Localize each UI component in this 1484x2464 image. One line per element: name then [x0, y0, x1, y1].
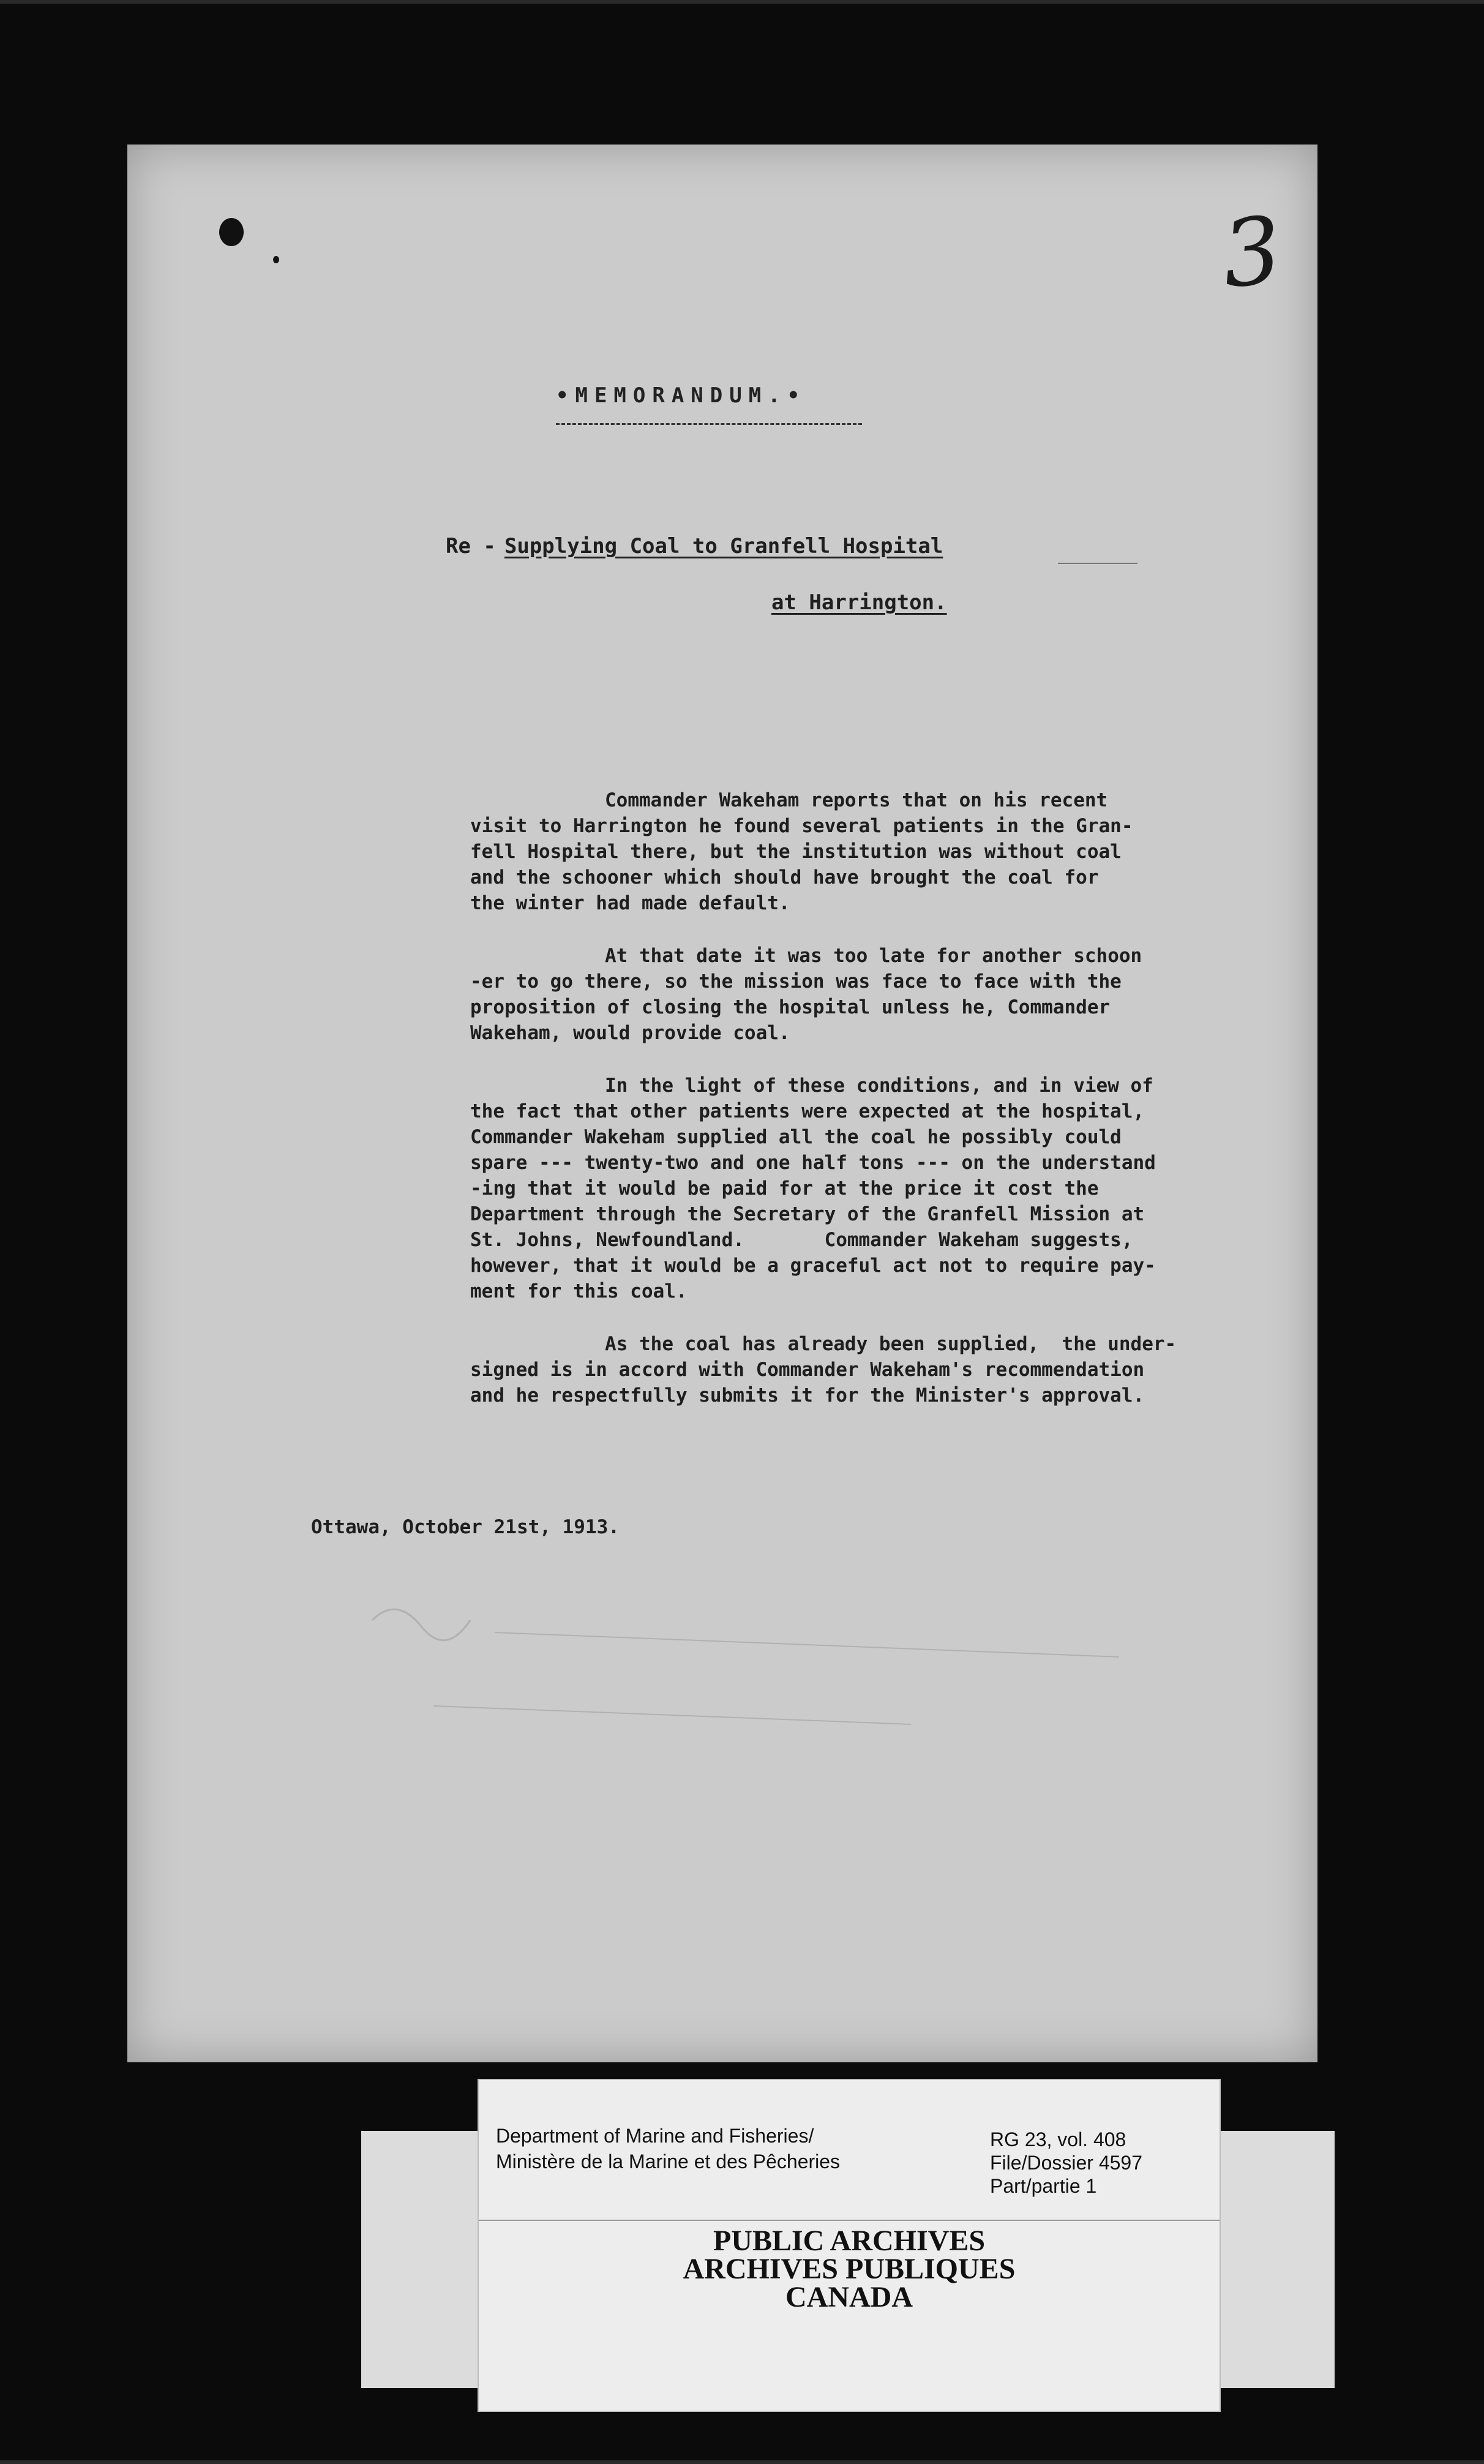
text-line: and the schooner which should have brought the coal for [470, 866, 1099, 888]
text-line: Commander Wakeham supplied all the coal he possibly could [470, 1126, 1122, 1148]
archives-line-3: CANADA [785, 2281, 913, 2313]
archive-reference-card [478, 2079, 1221, 2412]
department-label [496, 2123, 840, 2174]
paragraph-4 [470, 1331, 1364, 1408]
ref-line-3: Part/partie 1 [990, 2175, 1097, 2197]
ink-speck [273, 256, 279, 263]
archives-line-1: PUBLIC ARCHIVES [713, 2225, 986, 2257]
ref-line-2: File/Dossier 4597 [990, 2152, 1142, 2174]
text-line: Commander Wakeham reports that on his recent [605, 789, 1108, 811]
subject-block [446, 518, 1180, 631]
text-line: proposition of closing the hospital unless he, Commander [470, 996, 1111, 1018]
department-line-1: Department of Marine and Fisheries/ [496, 2125, 814, 2147]
paragraph-1 [470, 787, 1364, 916]
memo-body [470, 787, 1364, 1435]
text-line: ment for this coal. [470, 1280, 688, 1302]
memo-heading: •MEMORANDUM.• [556, 383, 807, 408]
reference-label [990, 2128, 1142, 2198]
subject-line-1: Supplying Coal to Granfell Hospital [504, 534, 943, 558]
text-line: visit to Harrington he found several patients in the Gran- [470, 815, 1133, 837]
text-line: St. Johns, Newfoundland. Commander Wakeham suggests, [470, 1229, 1133, 1251]
text-line: however, that it would be a graceful act not to require pay- [470, 1255, 1156, 1277]
pencil-stroke [1058, 563, 1137, 564]
text-line: -ing that it would be paid for at the price it cost the [470, 1178, 1099, 1200]
text-line: As the coal has already been supplied, the under- [605, 1333, 1177, 1355]
paragraph-2 [470, 943, 1364, 1046]
text-line: and he respectfully submits it for the Minister's approval. [470, 1384, 1145, 1407]
film-edge-bottom [0, 2460, 1484, 2464]
text-line: signed is in accord with Commander Wakeham's recommendation [470, 1359, 1145, 1381]
text-line: Wakeham, would provide coal. [470, 1022, 790, 1044]
public-archives-stamp [479, 2227, 1220, 2312]
folio-number: 3 [1216, 197, 1286, 309]
text-line: spare --- twenty-two and one half tons --- on the understand [470, 1152, 1156, 1174]
ref-line-1: RG 23, vol. 408 [990, 2128, 1126, 2150]
subject-prefix: Re - [446, 534, 496, 558]
paragraph-3 [470, 1073, 1364, 1304]
card-divider [479, 2220, 1220, 2221]
text-line: -er to go there, so the mission was face to face with the [470, 971, 1122, 993]
date-line: Ottawa, October 21st, 1913. [311, 1516, 620, 1538]
memorandum-page [127, 145, 1317, 2062]
text-line: the fact that other patients were expected at the hospital, [470, 1100, 1145, 1122]
department-line-2: Ministère de la Marine et des Pêcheries [496, 2150, 841, 2173]
text-line: fell Hospital there, but the institution was without coal [470, 841, 1122, 863]
film-edge-top [0, 0, 1484, 4]
text-line: the winter had made default. [470, 892, 790, 914]
punch-hole-mark [219, 218, 244, 246]
heading-underline [556, 423, 862, 425]
text-line: At that date it was too late for another schoon [605, 945, 1142, 967]
text-line: Department through the Secretary of the Granfell Mission at [470, 1203, 1145, 1225]
faint-bleed-through [360, 1583, 1156, 1767]
archives-line-2: ARCHIVES PUBLIQUES [683, 2253, 1016, 2285]
subject-line-2: at Harrington. [771, 590, 947, 615]
text-line: In the light of these conditions, and in view of [605, 1075, 1153, 1097]
